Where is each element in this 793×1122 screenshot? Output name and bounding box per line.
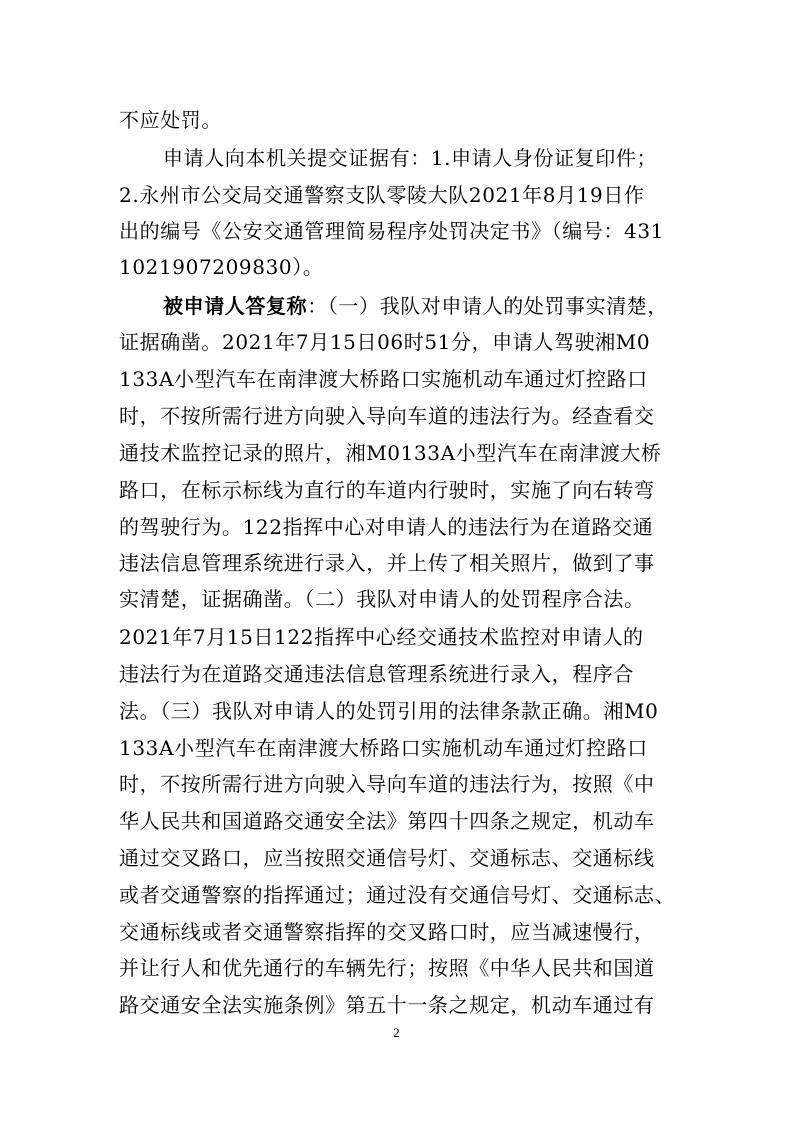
text-line: 133A小型汽车在南津渡大桥路口实施机动车通过灯控路口 — [119, 736, 648, 760]
text-line: 法。（三）我队对申请人的处罚引用的法律条款正确。湘M0 — [119, 699, 659, 723]
text-line: 通技术监控记录的照片，湘M0133A小型汽车在南津渡大桥 — [119, 441, 662, 465]
text-line: 的驾驶行为。122指挥中心对申请人的违法行为在道路交通 — [119, 515, 654, 539]
text-line: 133A小型汽车在南津渡大桥路口实施机动车通过灯控路口 — [119, 367, 648, 391]
text-line: 不应处罚。 — [119, 108, 222, 132]
text-line: 违法行为在道路交通违法信息管理系统进行录入，程序合 — [119, 662, 634, 686]
page-number: 2 — [393, 1025, 400, 1040]
text-line: 违法信息管理系统进行录入，并上传了相关照片，做到了事 — [119, 551, 655, 575]
text-line: 交通标线或者交通警察指挥的交叉路口时，应当减速慢行， — [119, 920, 655, 944]
respondent-paragraph-start — [163, 294, 675, 318]
text-line: 时，不按所需行进方向驶入导向车道的违法行为，按照《中 — [119, 772, 655, 796]
text-line: 证据确凿。2021年7月15日06时51分，申请人驾驶湘M0 — [119, 330, 651, 354]
text-line: 并让行人和优先通行的车辆先行；按照《中华人民共和国道 — [119, 956, 655, 980]
text-line: 出的编号《公安交通管理简易程序处罚决定书》（编号：431 — [119, 219, 664, 243]
text-line: 时，不按所需行进方向驶入导向车道的违法行为。经查看交 — [119, 404, 655, 428]
respondent-label: 被申请人答复称 — [163, 294, 308, 318]
text-line: 路口，在标示标线为直行的车道内行驶时，实施了向右转弯 — [119, 478, 655, 502]
text-line: 1021907209830）。 — [119, 255, 324, 279]
text-line: 华人民共和国道路交通安全法》第四十四条之规定，机动车 — [119, 809, 655, 833]
text-line: 2021年7月15日122指挥中心经交通技术监控对申请人的 — [119, 625, 644, 649]
text-line: 申请人向本机关提交证据有：1.申请人身份证复印件； — [163, 146, 658, 170]
text-line: 路交通安全法实施条例》第五十一条之规定，机动车通过有 — [119, 993, 655, 1017]
text-line: 2.永州市公交局交通警察支队零陵大队2021年8月19日作 — [119, 183, 645, 207]
text-line: 实清楚，证据确凿。（二）我队对申请人的处罚程序合法。 — [119, 587, 645, 611]
text-line: 或者交通警察的指挥通过；通过没有交通信号灯、交通标志、 — [119, 883, 676, 907]
respondent-text: ：（一）我队对申请人的处罚事实清楚， — [307, 294, 669, 318]
text-line: 通过交叉路口，应当按照交通信号灯、交通标志、交通标线 — [119, 846, 655, 870]
